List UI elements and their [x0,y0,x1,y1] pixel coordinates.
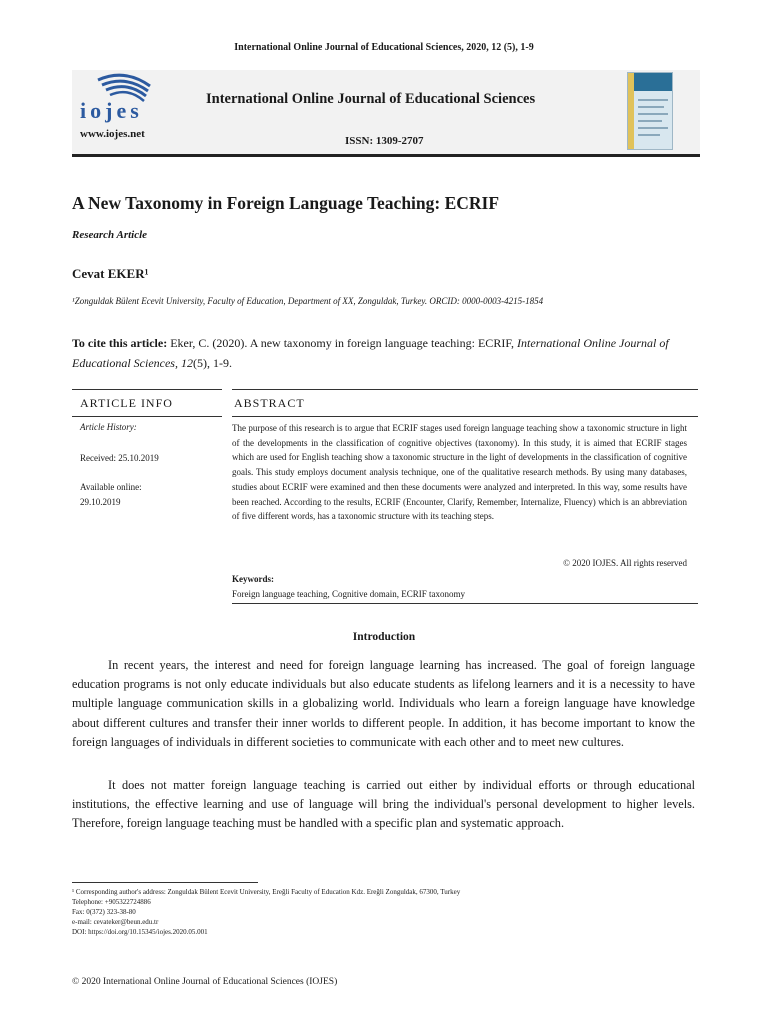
citation-label: To cite this article: [72,336,168,350]
keywords-label: Keywords: [232,574,274,584]
author-affiliation: ¹Zonguldak Bülent Ecevit University, Faculty of Education, Department of XX, Zonguldak, Turkey. ORCID: 0000-0003-4215-1854 [72,296,544,306]
article-info-heading: ARTICLE INFO [80,396,173,410]
footnote-rule [72,882,258,883]
page-footer: © 2020 International Online Journal of Educational Sciences (IOJES) [72,977,338,987]
available-online-label: Available online: [80,482,142,492]
introduction-paragraph-1: In recent years, the interest and need for foreign language learning has increased. The goal of foreign language education programs is not only educate individuals but also educate students as lifelong learners and it is a necessity to have multiple language communication skills in a globalizing world. Individuals who learn a foreign language have knowledge about different cultures and transfer their inner worlds to different people. In addition, it has become important to know the foreign languages of individuals in different societies to communicate with each other and to meet new cultures. [72,658,695,749]
journal-url-link[interactable]: www.iojes.net [80,128,145,140]
abstract-heading: ABSTRACT [234,396,305,410]
available-online-date: 29.10.2019 [80,497,121,507]
running-head: International Online Journal of Educational Sciences, 2020, 12 (5), 1-9 [234,42,534,53]
abstract-top-rule [232,389,698,390]
abstract-heading-rule [232,416,698,417]
footnote-address: ¹ Corresponding author's address: Zonguldak Bülent Ecevit University, Ereğli Faculty of Education Kdz. Ereğli Zonguldak, 67300, Turkey [72,888,461,896]
footnote-email[interactable]: e-mail: cevateker@beun.edu.tr [72,918,159,926]
info-top-rule [72,389,222,390]
abstract-copyright: © 2020 IOJES. All rights reserved [563,558,687,568]
citation-text: Eker, C. (2020). A new taxonomy in foreign language teaching: ECRIF, [167,336,518,350]
introduction-heading: Introduction [352,631,416,643]
info-heading-rule [72,416,222,417]
svg-text:iojes: iojes [80,98,143,123]
journal-logo [80,70,160,125]
keywords-list: Foreign language teaching, Cognitive domain, ECRIF taxonomy [232,589,465,599]
article-title: A New Taxonomy in Foreign Language Teaching: ECRIF [72,193,500,213]
article-type: Research Article [72,229,148,241]
author-name: Cevat EKER¹ [72,266,149,281]
footnote-doi[interactable]: DOI: https://doi.org/10.15345/iojes.2020.05.001 [72,928,208,936]
footnote-telephone: Telephone: +905322724886 [72,898,151,906]
citation-end: (5), 1-9. [192,356,232,370]
issn: ISSN: 1309-2707 [345,135,424,147]
received-date: Received: 25.10.2019 [80,453,159,463]
journal-cover-thumbnail [627,72,673,150]
introduction-paragraph-2: It does not matter foreign language teaching is carried out either by individual efforts or through educational institutions, the effective learning and use of language will bring the individual's personal development to higher levels. Therefore, foreign language teaching must be handled with a specific plan and systematic approach. [72,778,695,831]
abstract-bottom-rule [232,603,698,604]
footnotes [72,887,460,937]
article-history-label: Article History: [80,422,137,432]
citation [72,333,697,373]
abstract-text: The purpose of this research is to argue that ECRIF stages used foreign language teaching show a taxonomic structure in light of the developments in the classification of cognitive objectives (taxonomy). In this study, it is aimed that ECRIF stages which are used for English teaching show a taxonomic structure in the light of developments in the classification of cognitive goals. This study employs document analysis technique, one of the qualitative research methods. By using many databases, studies about ECRIF were examined and then these documents were analyzed and interpreted. In this way, some results have been reached. According to the results, ECRIF (Encounter, Clarify, Remember, Internalize, Fluency) which is an abbreviation of five different words, has a taxonomic structure with its teaching steps. [232,423,687,522]
citation-journal: International Online Journal of Educational Sciences, 12 [72,336,669,370]
logo-swoosh-icon [80,70,160,125]
journal-name: International Online Journal of Educational Sciences [206,91,536,107]
footnote-fax: Fax: 0(372) 323-38-80 [72,908,136,916]
